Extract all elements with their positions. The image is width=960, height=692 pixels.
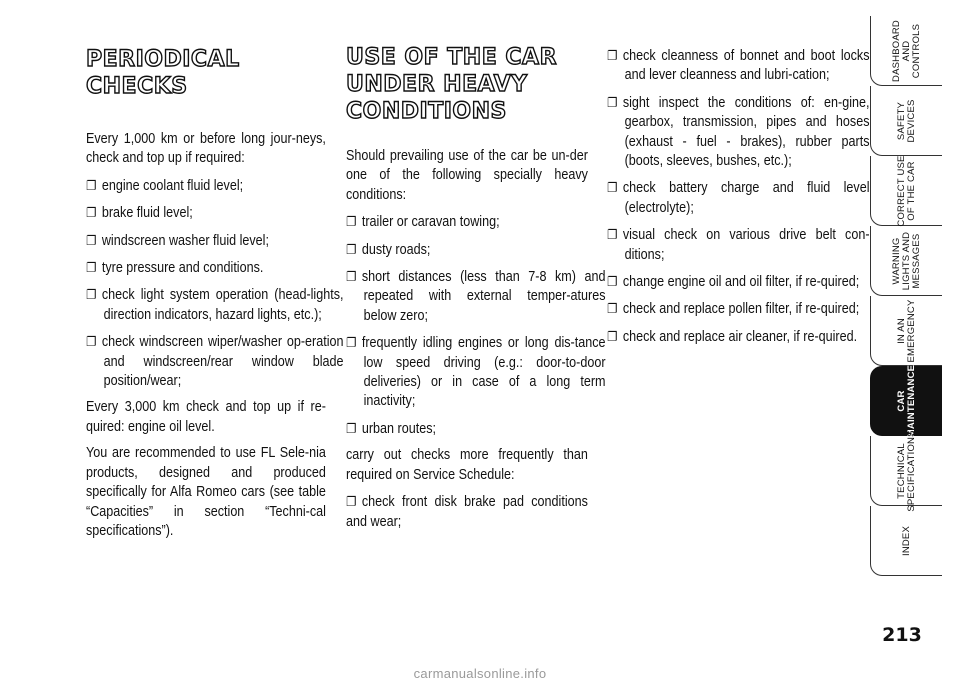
- list-item: ❐ dusty roads;: [346, 241, 431, 258]
- column-checks-continued: [607, 46, 870, 354]
- checkbox-icon: ❐: [607, 227, 618, 243]
- checkbox-icon: ❐: [86, 260, 97, 276]
- list-item: ❐ frequently idling engines or long dis-tance low speed driving (e.g.: door-to-door deliveries) or in case of a long term inactivity;: [346, 335, 606, 410]
- checkbox-icon: ❐: [607, 94, 618, 110]
- tab-safety-devices[interactable]: [870, 86, 942, 156]
- tab-correct-use[interactable]: [870, 156, 942, 226]
- tab-label: SAFETY DEVICES: [896, 99, 917, 143]
- checkbox-icon: ❐: [346, 335, 357, 351]
- list-item: ❐ brake fluid level;: [86, 205, 193, 222]
- column-heavy-conditions: [346, 44, 606, 539]
- tab-label: INDEX: [901, 525, 912, 557]
- paragraph-intro: Every 1,000 km or before long jour-neys, check and top up if required:: [86, 131, 326, 167]
- list-item: ❐ check front disk brake pad conditions and wear;: [346, 494, 588, 530]
- tab-label: CAR MAINTENANCE: [896, 364, 917, 438]
- list-item: ❐ check and replace air cleaner, if re-quired.: [607, 328, 858, 345]
- list-item: ❐ check windscreen wiper/washer op-eration and windscreen/rear window blade position/wear;: [86, 334, 344, 390]
- list-item: ❐ check and replace pollen filter, if re-quired;: [607, 301, 860, 318]
- checkbox-icon: ❐: [607, 328, 618, 344]
- page-number: 213: [882, 624, 922, 646]
- paragraph-products: You are recommended to use FL Sele-nia products, designed and produced specifically for Alfa Romeo cars (see table “Capacities” in section “Techni-cal specifications”).: [86, 445, 326, 539]
- tab-dashboard-and-controls[interactable]: [870, 16, 942, 86]
- watermark-text: carmanualsonline.info: [413, 666, 547, 681]
- section-tab-index: [870, 16, 960, 616]
- tab-label: DASHBOARD AND CONTROLS: [891, 20, 922, 82]
- list-item: ❐ engine coolant fluid level;: [86, 177, 244, 194]
- tab-label: CORRECT USE OF THE CAR: [896, 155, 917, 227]
- checkbox-icon: ❐: [86, 177, 97, 193]
- checkbox-icon: ❐: [346, 269, 357, 285]
- checkbox-icon: ❐: [346, 494, 357, 510]
- checkbox-icon: ❐: [86, 232, 97, 248]
- checkbox-icon: ❐: [607, 301, 618, 317]
- tab-car-maintenance[interactable]: [870, 366, 942, 436]
- checkbox-icon: ❐: [346, 214, 357, 230]
- tab-technical-specifications[interactable]: [870, 430, 942, 512]
- tab-index[interactable]: [870, 506, 942, 576]
- list-item: ❐ short distances (less than 7-8 km) and repeated with external temper-atures below zero;: [346, 269, 606, 324]
- list-item: ❐ change engine oil and oil filter, if re-quired;: [607, 274, 860, 291]
- checkbox-icon: ❐: [346, 420, 357, 436]
- tab-label: WARNING LIGHTS AND MESSAGES: [891, 231, 922, 291]
- list-item: ❐ check battery charge and fluid level (electrolyte);: [607, 180, 870, 216]
- heading-periodical-checks: PERIODICAL CHECKS: [86, 47, 240, 99]
- list-item: ❐ check cleanness of bonnet and boot locks and lever cleanness and lubri-cation;: [607, 48, 870, 84]
- list-item: ❐ urban routes;: [346, 420, 436, 437]
- list-item: ❐ trailer or caravan towing;: [346, 214, 500, 231]
- column-periodical-checks: [86, 44, 344, 548]
- checkbox-icon: ❐: [346, 241, 357, 257]
- list-item: ❐ visual check on various drive belt con-ditions;: [607, 227, 870, 263]
- checkbox-icon: ❐: [86, 205, 97, 221]
- checkbox-icon: ❐: [607, 180, 618, 196]
- checkbox-icon: ❐: [607, 48, 618, 63]
- checkbox-icon: ❐: [607, 274, 618, 290]
- list-item: ❐ sight inspect the conditions of: en-gine, gearbox, transmission, pipes and hoses (exhaust - fuel - brakes), rubber parts (boots, sleeves, bushes, etc.);: [607, 94, 870, 170]
- paragraph-oil-check: Every 3,000 km check and top up if re-quired: engine oil level.: [86, 399, 326, 435]
- paragraph-more-frequently: carry out checks more frequently than required on Service Schedule:: [346, 447, 588, 483]
- tab-label: TECHNICAL SPECIFICATIONS: [896, 430, 917, 512]
- tab-in-an-emergency[interactable]: [870, 296, 942, 366]
- list-item: ❐ tyre pressure and conditions.: [86, 260, 264, 277]
- tab-warning-lights[interactable]: [870, 226, 942, 296]
- list-item: ❐ check light system operation (head-lights, direction indicators, hazard lights, etc.);: [86, 287, 344, 323]
- list-item: ❐ windscreen washer fluid level;: [86, 232, 269, 249]
- heading-heavy-conditions: USE OF THE CAR UNDER HEAVY CONDITIONS: [346, 45, 558, 124]
- paragraph-intro: Should prevailing use of the car be un-der one of the following specially heavy conditions:: [346, 148, 588, 203]
- tab-label: IN AN EMERGENCY: [896, 299, 917, 363]
- checkbox-icon: ❐: [86, 287, 97, 303]
- checkbox-icon: ❐: [86, 334, 97, 350]
